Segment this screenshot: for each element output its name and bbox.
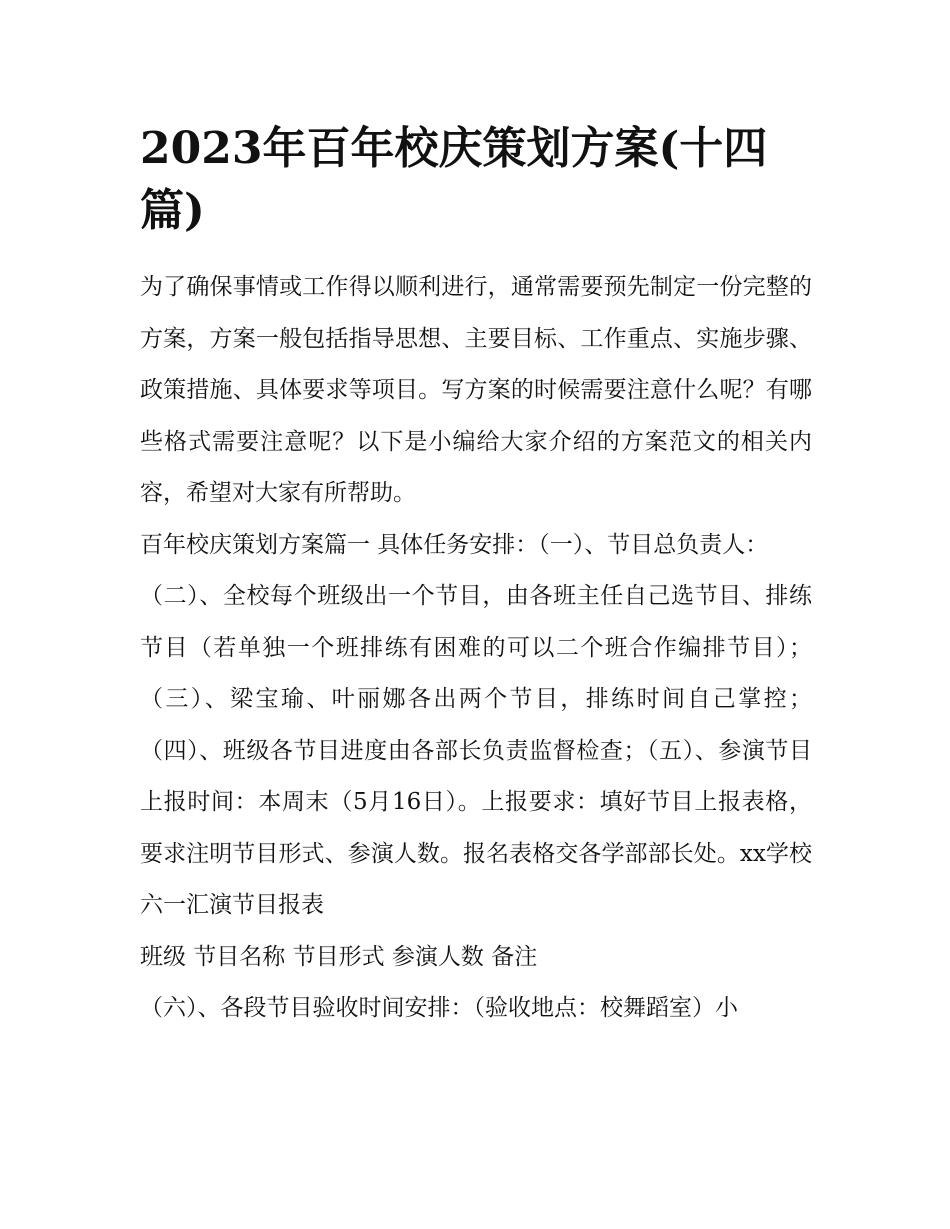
section-one-paragraph: 百年校庆策划方案篇一 具体任务安排：（一）、节目总负责人： bbox=[140, 531, 769, 558]
table-header-line: 班级 节目名称 节目形式 参演人数 备注 bbox=[140, 943, 538, 970]
intro-paragraph: 为了确保事情或工作得以顺利进行，通常需要预先制定一份完整的方案，方案一般包括指导思想、主要目标、工作重点、实施步骤、政策措施、具体要求等项目。写方案的时候需要注意什么呢？有哪些格式需要注意呢？以下是小编给大家介绍的方案范文的相关内容，希望对大家有所帮助。 bbox=[140, 274, 812, 506]
task-list-paragraph: （二）、全校每个班级出一个节目，由各班主任自己选节目、排练节目（若单独一个班排练有困难的可以二个班合作编排节目）；（三）、梁宝瑜、叶丽娜各出两个节目，排练时间自己掌控；（四）、班级各节目进度由各部长负责监督检查；（五）、参演节目上报时间：本周末（5月16日）。上报要求：填好节目上报表格，要求注明节目形式、参演人数。报名表格交各学部部长处。xx学校六一汇演节目报表 bbox=[140, 583, 812, 918]
document-body bbox=[140, 118, 812, 1035]
document-title: 2023年百年校庆策划方案(十四篇) bbox=[140, 123, 768, 236]
schedule-paragraph: （六）、各段节目验收时间安排：（验收地点：校舞蹈室）小 bbox=[140, 995, 738, 1021]
